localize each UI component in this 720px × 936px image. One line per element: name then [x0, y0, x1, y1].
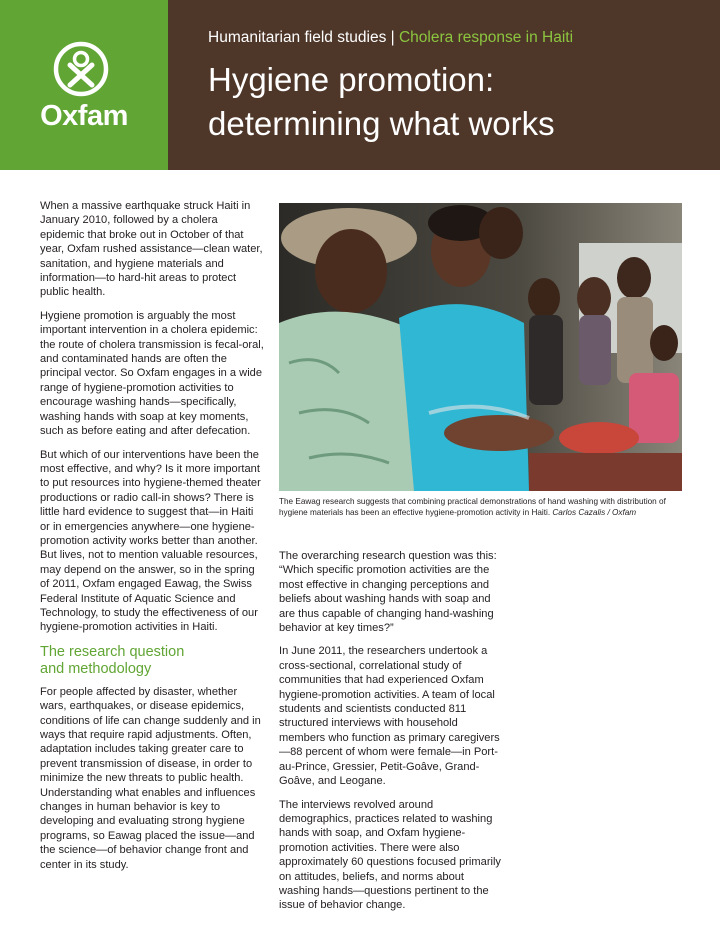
subhead-line-1: The research question [40, 643, 185, 660]
body-paragraph: In June 2011, the researchers undertook a cross-sectional, correlational study of communities that had experienced Oxfam hygiene-promotion activities. A team of local students and scientists conducted 811 structured interviews with household members who function as primary caregivers—88 percent of whom were female—in Port-au-Prince, Gressier, Petit-Goâve, Grand-Goâve, and Leogane. [279, 645, 500, 788]
oxfam-logo-text: Oxfam [40, 100, 128, 132]
photo-caption [279, 496, 689, 518]
body-paragraph: The interviews revolved around demographics, practices related to washing hands with soap, and Oxfam hygiene-promotion activities. There were also approximately 60 questions focused primarily on attitudes, beliefs, and norms about washing hands—questions pertinent to the issue of behavior change. [279, 798, 501, 912]
title-line-1: Hygiene promotion: [208, 61, 495, 98]
section-subhead [40, 644, 265, 678]
oxfam-logo-icon [52, 40, 110, 98]
right-text-column [279, 549, 501, 922]
page-title [208, 58, 555, 146]
oxfam-logo-panel [0, 0, 168, 170]
body-paragraph: But which of our interventions have been the most effective, and why? Is it more important to put resources into hygiene-themed theater productions or radio call-in shows? There is little hard evidence to suggest that—in Haiti or in emergencies anywhere—one hygiene-promotion activity works better than another. But lives, not to mention valuable resources, may depend on the answer, so in the spring of 2011, Oxfam engaged Eawag, the Swiss Federal Institute of Aquatic Science and Technology, to study the effectiveness of our hygiene-promotion activities in Haiti. [40, 448, 261, 634]
series-name: Humanitarian field studies [208, 29, 387, 46]
subhead-line-2: and methodology [40, 660, 152, 677]
header-band [168, 0, 720, 170]
left-text-column [40, 199, 265, 881]
kicker-separator: | [386, 29, 399, 46]
title-line-2: determining what works [208, 105, 555, 142]
hand-washing-photo [279, 203, 682, 491]
series-kicker [208, 29, 573, 47]
body-paragraph: The overarching research question was this: “Which specific promotion activities are the most effective in changing perceptions and beliefs about washing hands with soap and are thus capable of changing hand-washing behavior at key times?” [279, 550, 497, 635]
body-paragraph: For people affected by disaster, whether wars, earthquakes, or disease epidemics, conditions of life can change suddenly and in ways that require rapid adjustments. Often, adaptation includes taking greater care to prevent transmission of disease, in order to minimize the new threats to public health. Understanding what enables and influences changes in human behavior is key to developing and evaluating strong hygiene programs, so Eawag placed the issue—and the science—of behavior change front and center in its study. [40, 685, 261, 871]
photo-credit: Carlos Cazalis / Oxfam [552, 508, 637, 518]
caption-text: The Eawag research suggests that combining practical demonstrations of hand washing with distribution of hygiene materials has been an effective hygiene-promotion activity in Haiti. [279, 497, 666, 518]
body-paragraph: When a massive earthquake struck Haiti in January 2010, followed by a cholera epidemic that broke out in October of that year, Oxfam rushed assistance—clean water, sanitation, and hygiene materials and information—to hard-hit areas to protect public health. [40, 200, 263, 299]
body-paragraph: Hygiene promotion is arguably the most important intervention in a cholera epidemic: the route of cholera transmission is fecal-oral, and contaminated hands are often the principal vector. So Oxfam engages in a wide range of hygiene-promotion activities to encourage washing hands—specifically, washing hands with soap at key moments, such as before eating and after defecation. [40, 309, 264, 438]
photo-illustration [279, 203, 682, 491]
series-topic: Cholera response in Haiti [398, 29, 574, 46]
